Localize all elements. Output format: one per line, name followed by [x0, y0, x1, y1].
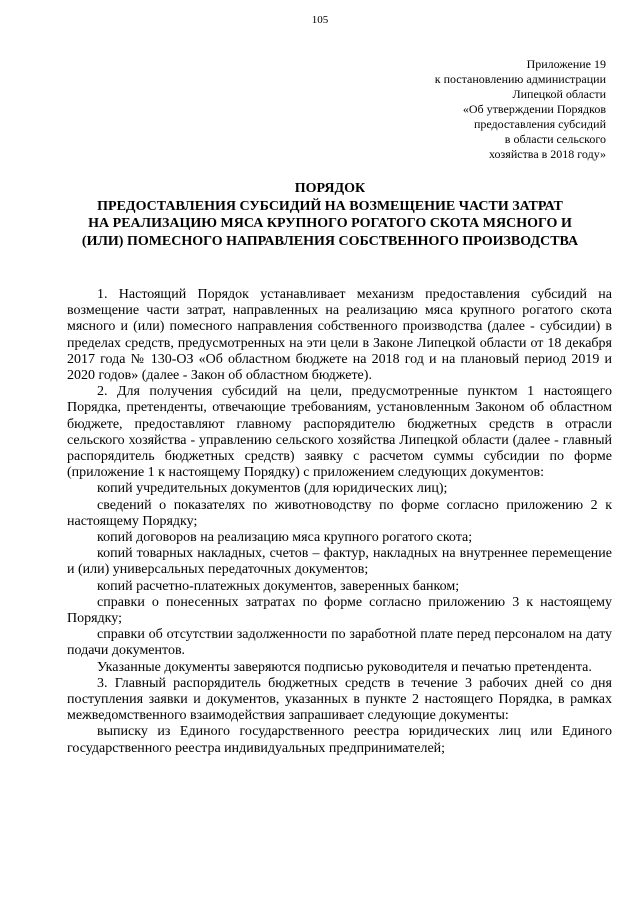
appendix-line: «Об утверждении Порядков: [462, 102, 606, 116]
title-line: ПРЕДОСТАВЛЕНИЯ СУБСИДИЙ НА ВОЗМЕЩЕНИЕ ЧАСТИ ЗАТРАТ: [97, 198, 563, 214]
title-line: ПОРЯДОК: [294, 181, 366, 196]
page-number: 105: [311, 14, 329, 26]
list-item-registry-extract: выписку из Единого государственного реестра юридических лиц или Единого государственного реестра индивидуальных предпринимателей;: [67, 724, 612, 756]
paragraph-2: 2. Для получения субсидий на цели, предусмотренные пунктом 1 настоящего Порядка, претенденты, отвечающие требованиям, установленным Законом об областном бюджете, предоставляют главному распорядителю бюджетных средств в отрасли сельского хозяйства - управлению сельского хозяйства Липецкой области (далее - главный распорядитель бюджетных средств) заявку с расчетом суммы субсидии по форме (приложение 1 к настоящему Порядку) с приложением следующих документов:: [67, 384, 612, 481]
appendix-line: к постановлению администрации: [434, 72, 606, 86]
list-item-invoices: копий товарных накладных, счетов – фактур, накладных на внутреннее перемещение и (или) универсальных передаточных документов;: [67, 546, 612, 578]
list-item-livestock-info: сведений о показателях по животноводству по форме согласно приложению 2 к настоящему Порядку;: [67, 497, 612, 529]
paragraph-1: 1. Настоящий Порядок устанавливает механизм предоставления субсидий на возмещение части затрат, направленных на реализацию мяса крупного рогатого скота мясного и (или) помесного направления собственного производства (далее - субсидии) в пределах средств, предусмотренных на эти цели в Законе Липецкой области от 18 декабря 2017 года № 130-ОЗ «Об областном бюджете на 2018 год и на плановый период 2019 и 2020 годов» (далее - Закон об областном бюджете).: [67, 287, 612, 384]
appendix-line: Липецкой области: [512, 87, 606, 101]
appendix-line: Приложение 19: [526, 57, 606, 71]
appendix-line: в области сельского: [504, 132, 606, 146]
list-item-expense-certificate: справки о понесенных затратах по форме согласно приложению 3 к настоящему Порядку;: [67, 594, 612, 627]
list-item-payment-docs: копий расчетно-платежных документов, заверенных банком;: [97, 578, 460, 594]
appendix-line: хозяйства в 2018 году»: [489, 147, 606, 161]
document-body: [67, 287, 612, 757]
list-item-contracts: копий договоров на реализацию мяса крупного рогатого скота;: [97, 530, 473, 546]
appendix-reference: [366, 57, 606, 162]
list-item-constituent-docs: копий учредительных документов (для юридических лиц);: [97, 481, 448, 497]
list-item-no-debt-certificate: справки об отсутствии задолженности по заработной плате перед персоналом на дату подачи документов.: [67, 627, 612, 659]
document-title: [40, 180, 620, 250]
certification-note: Указанные документы заверяются подписью руководителя и печатью претендента.: [97, 659, 592, 675]
appendix-line: предоставления субсидий: [473, 117, 606, 131]
paragraph-3: 3. Главный распорядитель бюджетных средств в течение 3 рабочих дней со дня поступления заявки и документов, указанных в пункте 2 настоящего Порядка, в рамках межведомственного взаимодействия запрашивает следующие документы:: [67, 675, 612, 724]
title-line: (ИЛИ) ПОМЕСНОГО НАПРАВЛЕНИЯ СОБСТВЕННОГО ПРОИЗВОДСТВА: [81, 233, 579, 249]
title-line: НА РЕАЛИЗАЦИЮ МЯСА КРУПНОГО РОГАТОГО СКОТА МЯСНОГО И: [88, 216, 572, 231]
